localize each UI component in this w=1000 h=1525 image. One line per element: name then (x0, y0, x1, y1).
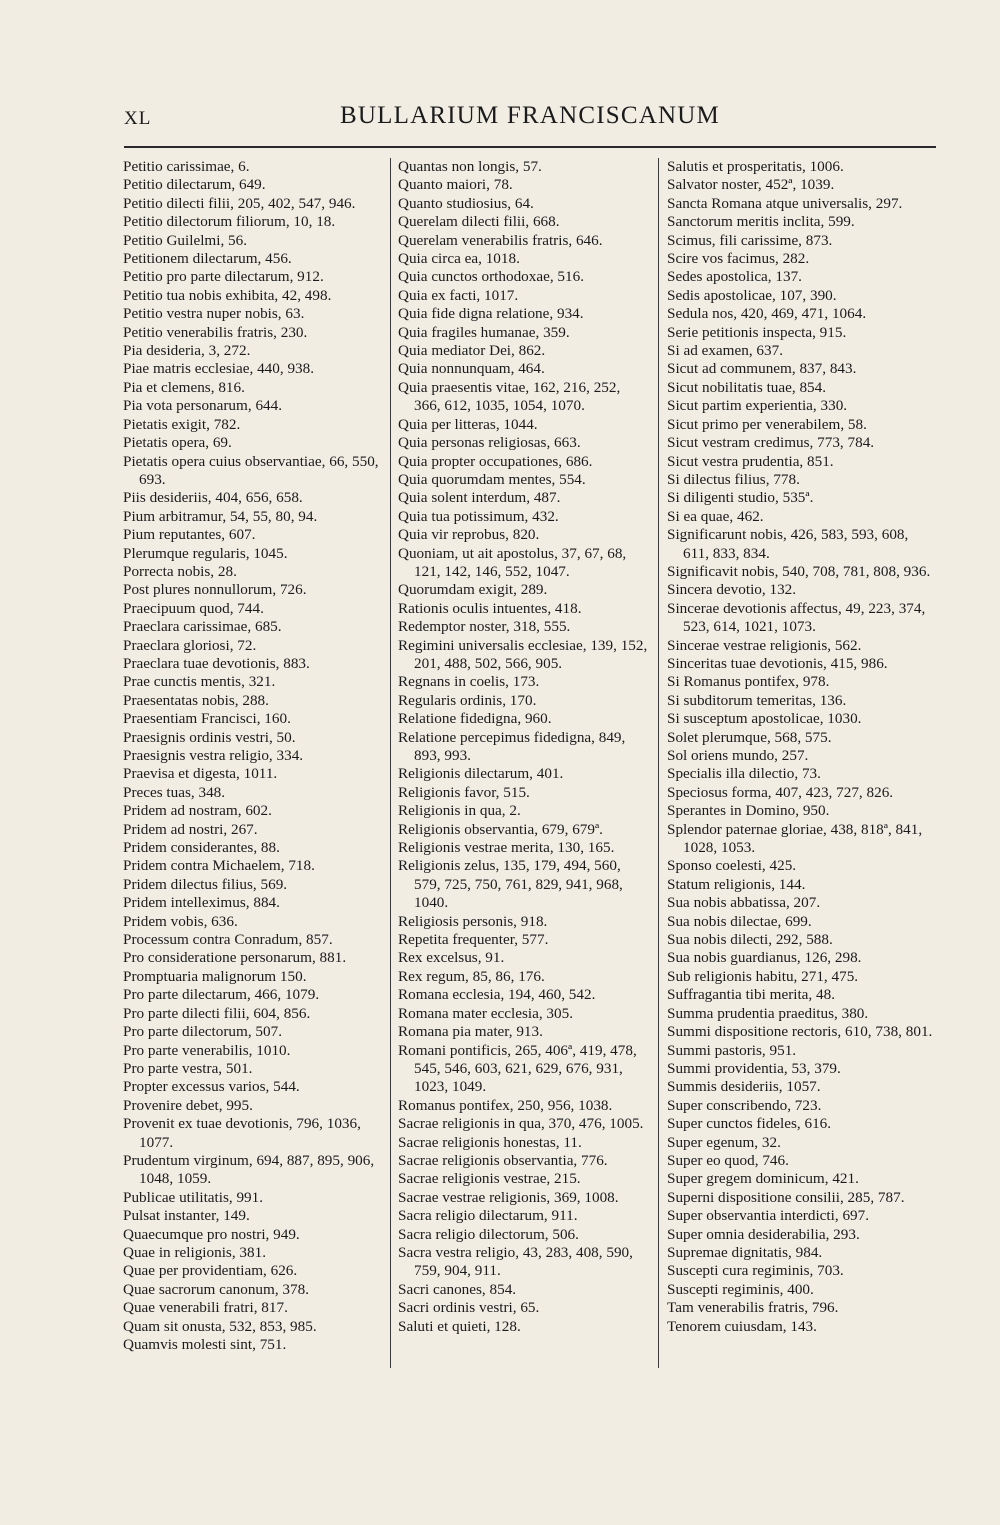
index-entry: Pulsat instanter, 149. (123, 1207, 250, 1225)
index-entry: Post plures nonnullorum, 726. (123, 581, 307, 599)
index-entry: Quia fide digna relatione, 934. (398, 305, 584, 323)
index-entry: Quia vir reprobus, 820. (398, 526, 540, 544)
index-entry: Romanus pontifex, 250, 956, 1038. (398, 1096, 613, 1114)
index-entry: Regularis ordinis, 170. (398, 691, 537, 709)
index-entry: Superni dispositione consilii, 285, 787. (667, 1188, 905, 1206)
index-entry: Pietatis exigit, 782. (123, 415, 241, 433)
index-entry: Petitio dilecti filii, 205, 402, 547, 946. (123, 194, 356, 212)
index-entry: Super gregem dominicum, 421. (667, 1170, 859, 1188)
index-entry: Redemptor noster, 318, 555. (398, 618, 571, 636)
index-entry: Rationis oculis intuentes, 418. (398, 599, 582, 617)
index-entry: Quia praesentis vitae, 162, 216, 252, 366, 612, 1035, 1054, 1070. (398, 378, 621, 415)
index-entry: Preces tuas, 348. (123, 783, 226, 801)
index-entry: Sacri ordinis vestri, 65. (398, 1299, 540, 1317)
index-entry: Sacra religio dilectorum, 506. (398, 1225, 579, 1243)
index-entry: Salvator noster, 452ª, 1039. (667, 176, 835, 194)
index-entry: Sacrae religionis in qua, 370, 476, 1005. (398, 1115, 644, 1133)
index-column-1 (123, 158, 385, 1354)
index-entry: Romana pia mater, 913. (398, 1023, 543, 1041)
index-entry: Sanctorum meritis inclita, 599. (667, 213, 855, 231)
index-entry: Pro parte venerabilis, 1010. (123, 1041, 291, 1059)
index-entry: Quae per providentiam, 626. (123, 1262, 298, 1280)
index-entry: Pium arbitramur, 54, 55, 80, 94. (123, 507, 318, 525)
index-entry: Summis desideriis, 1057. (667, 1078, 821, 1096)
index-entry: Petitio dilectarum, 649. (123, 176, 266, 194)
index-entry: Praesentatas nobis, 288. (123, 691, 269, 709)
index-entry: Pia desideria, 3, 272. (123, 342, 251, 360)
index-entry: Serie petitionis inspecta, 915. (667, 323, 847, 341)
index-entry: Provenit ex tuae devotionis, 796, 1036, 1077. (123, 1115, 361, 1151)
index-entry: Significarunt nobis, 426, 583, 593, 608, 611, 833, 834. (667, 526, 909, 562)
index-column-2 (398, 158, 650, 1336)
index-entry: Quae in religionis, 381. (123, 1243, 266, 1261)
index-entry: Quia mediator Dei, 862. (398, 342, 546, 360)
index-entry: Religionis dilectarum, 401. (398, 765, 564, 783)
index-entry: Piis desideriis, 404, 656, 658. (123, 489, 303, 507)
index-entry: Sua nobis guardianus, 126, 298. (667, 949, 862, 967)
index-entry: Regnans in coelis, 173. (398, 673, 540, 691)
index-entry: Sacra vestra religio, 43, 283, 408, 590, 759, 904, 911. (398, 1243, 633, 1280)
index-entry: Pro parte dilecti filii, 604, 856. (123, 1004, 311, 1022)
index-entry: Romani pontificis, 265, 406ª, 419, 478, 545, 546, 603, 621, 629, 676, 931, 1023, 1049. (398, 1041, 637, 1096)
index-entry: Religionis in qua, 2. (398, 802, 521, 820)
index-entry: Sacrae vestrae religionis, 369, 1008. (398, 1188, 619, 1206)
index-entry: Super cunctos fideles, 616. (667, 1115, 832, 1133)
index-entry: Quia solent interdum, 487. (398, 489, 561, 507)
index-entry: Sicut vestram credimus, 773, 784. (667, 434, 875, 452)
index-entry: Prudentum virginum, 694, 887, 895, 906, 1048, 1059. (123, 1151, 375, 1188)
index-entry: Pia vota personarum, 644. (123, 397, 283, 415)
index-entry: Religionis vestrae merita, 130, 165. (398, 839, 615, 857)
index-entry: Quia nonnunquam, 464. (398, 360, 545, 378)
index-entry: Pridem vobis, 636. (123, 912, 238, 930)
index-entry: Petitio venerabilis fratris, 230. (123, 323, 308, 341)
index-entry: Sua nobis abbatissa, 207. (667, 894, 821, 912)
index-entry: Quanto studiosius, 64. (398, 194, 534, 212)
index-entry: Summi dispositione rectoris, 610, 738, 801. (667, 1023, 933, 1041)
index-entry: Prae cunctis mentis, 321. (123, 673, 276, 691)
index-entry: Pietatis opera cuius observantiae, 66, 550, 693. (123, 452, 379, 488)
index-entry: Relatione fidedigna, 960. (398, 710, 552, 728)
index-entry: Si Romanus pontifex, 978. (667, 673, 830, 691)
index-entry: Scire vos facimus, 282. (667, 250, 810, 268)
index-entry: Suffragantia tibi merita, 48. (667, 986, 836, 1004)
index-entry: Religionis favor, 515. (398, 783, 530, 801)
index-entry: Sponso coelesti, 425. (667, 857, 797, 875)
index-entry: Quia cunctos orthodoxae, 516. (398, 268, 585, 286)
index-entry: Sacrae religionis observantia, 776. (398, 1151, 608, 1169)
index-entry: Quaecumque pro nostri, 949. (123, 1225, 300, 1243)
page-number: XL (124, 108, 152, 129)
index-entry: Sancta Romana atque universalis, 297. (667, 194, 903, 212)
index-entry: Quorumdam exigit, 289. (398, 581, 548, 599)
index-entry: Quamvis molesti sint, 751. (123, 1336, 287, 1353)
index-entry: Sedes apostolica, 137. (667, 268, 802, 286)
index-entry: Sincerae devotionis affectus, 49, 223, 374, 523, 614, 1021, 1073. (667, 599, 926, 636)
index-entry: Promptuaria malignorum 150. (123, 967, 307, 985)
index-entry: Praecipuum quod, 744. (123, 599, 264, 617)
index-entry: Praesignis vestra religio, 334. (123, 747, 304, 764)
index-entry: Petitionem dilectarum, 456. (123, 250, 292, 268)
index-entry: Sacra religio dilectarum, 911. (398, 1207, 578, 1225)
index-entry: Summi providentia, 53, 379. (667, 1059, 841, 1077)
index-entry: Religiosis personis, 918. (398, 912, 548, 930)
index-entry: Quia tua potissimum, 432. (398, 507, 559, 525)
index-entry: Praeclara tuae devotionis, 883. (123, 654, 310, 672)
index-entry: Super eo quod, 746. (667, 1151, 789, 1169)
index-entry: Relatione percepimus fidedigna, 849, 893, 993. (398, 728, 626, 764)
index-entry: Sincerae vestrae religionis, 562. (667, 636, 862, 654)
index-entry: Suscepti cura regiminis, 703. (667, 1262, 844, 1280)
index-entry: Sol oriens mundo, 257. (667, 747, 809, 764)
index-entry: Sperantes in Domino, 950. (667, 802, 830, 820)
index-entry: Provenire debet, 995. (123, 1096, 253, 1114)
index-entry: Statum religionis, 144. (667, 875, 806, 893)
index-entry: Super omnia desiderabilia, 293. (667, 1225, 860, 1243)
index-entry: Praeclara carissimae, 685. (123, 618, 282, 636)
index-entry: Pridem considerantes, 88. (123, 839, 280, 857)
column-divider (658, 158, 659, 1368)
index-entry: Pro parte vestra, 501. (123, 1059, 253, 1077)
index-entry: Pro consideratione personarum, 881. (123, 949, 347, 967)
index-entry: Sicut vestra prudentia, 851. (667, 452, 834, 470)
index-entry: Pridem ad nostri, 267. (123, 820, 258, 838)
index-entry: Quia circa ea, 1018. (398, 250, 520, 268)
index-entry: Summi pastoris, 951. (667, 1041, 797, 1059)
index-entry: Scimus, fili carissime, 873. (667, 231, 833, 249)
index-entry: Sua nobis dilectae, 699. (667, 912, 812, 930)
column-divider (390, 158, 391, 1368)
index-entry: Speciosus forma, 407, 423, 727, 826. (667, 783, 894, 801)
index-entry: Super egenum, 32. (667, 1133, 781, 1151)
index-entry: Quia quorumdam mentes, 554. (398, 470, 586, 488)
index-entry: Praesentiam Francisci, 160. (123, 710, 291, 728)
index-entry: Romana ecclesia, 194, 460, 542. (398, 986, 596, 1004)
index-entry: Quia fragiles humanae, 359. (398, 323, 570, 341)
index-entry: Sedis apostolicae, 107, 390. (667, 286, 837, 304)
index-entry: Romana mater ecclesia, 305. (398, 1004, 574, 1022)
index-entry: Quia per litteras, 1044. (398, 415, 538, 433)
index-entry: Saluti et quieti, 128. (398, 1317, 521, 1335)
index-entry: Pro parte dilectarum, 466, 1079. (123, 986, 320, 1004)
index-entry: Sacrae religionis vestrae, 215. (398, 1170, 581, 1188)
index-entry: Publicae utilitatis, 991. (123, 1188, 264, 1206)
index-entry: Pridem intelleximus, 884. (123, 894, 280, 912)
running-title: BULLARIUM FRANCISCANUM (340, 102, 720, 129)
index-entry: Pium reputantes, 607. (123, 526, 256, 544)
index-entry: Tenorem cuiusdam, 143. (667, 1317, 817, 1335)
index-entry: Super observantia interdicti, 697. (667, 1207, 870, 1225)
index-entry: Sinceritas tuae devotionis, 415, 986. (667, 654, 888, 672)
index-entry: Quae sacrorum canonum, 378. (123, 1280, 309, 1298)
index-entry: Si ea quae, 462. (667, 507, 764, 525)
index-entry: Quanto maiori, 78. (398, 176, 513, 194)
index-entry: Sicut partim experientia, 330. (667, 397, 848, 415)
index-entry: Petitio pro parte dilectarum, 912. (123, 268, 324, 286)
index-entry: Tam venerabilis fratris, 796. (667, 1299, 839, 1317)
index-entry: Quam sit onusta, 532, 853, 985. (123, 1317, 317, 1335)
page-header (124, 102, 936, 138)
index-entry: Pridem dilectus filius, 569. (123, 875, 288, 893)
header-rule (124, 146, 936, 148)
index-entry: Si dilectus filius, 778. (667, 470, 800, 488)
index-entry: Significavit nobis, 540, 708, 781, 808, 936. (667, 562, 931, 580)
index-entry: Regimini universalis ecclesiae, 139, 152, 201, 488, 502, 566, 905. (398, 636, 648, 672)
index-entry: Quia ex facti, 1017. (398, 286, 519, 304)
index-entry: Rex regum, 85, 86, 176. (398, 967, 545, 985)
index-entry: Querelam venerabilis fratris, 646. (398, 231, 603, 249)
index-entry: Pridem ad nostram, 602. (123, 802, 272, 820)
index-entry: Sub religionis habitu, 271, 475. (667, 967, 859, 985)
index-entry: Petitio Guilelmi, 56. (123, 231, 248, 249)
index-entry: Processum contra Conradum, 857. (123, 931, 333, 949)
index-entry: Splendor paternae gloriae, 438, 818ª, 841, 1028, 1053. (667, 820, 923, 857)
index-entry: Sicut primo per venerabilem, 58. (667, 415, 867, 433)
index-entry: Sacri canones, 854. (398, 1280, 517, 1298)
index-entry: Sedula nos, 420, 469, 471, 1064. (667, 305, 867, 323)
index-entry: Quoniam, ut ait apostolus, 37, 67, 68, 121, 142, 146, 552, 1047. (398, 544, 627, 580)
index-entry: Petitio dilectorum filiorum, 10, 18. (123, 213, 336, 231)
index-entry: Si susceptum apostolicae, 1030. (667, 710, 862, 728)
index-entry: Quae venerabili fratri, 817. (123, 1299, 288, 1317)
index-entry: Plerumque regularis, 1045. (123, 544, 288, 562)
index-entry: Petitio vestra nuper nobis, 63. (123, 305, 305, 323)
index-column-3 (667, 158, 935, 1336)
index-entry: Pro parte dilectorum, 507. (123, 1023, 283, 1041)
index-entry: Propter excessus varios, 544. (123, 1078, 300, 1096)
index-entry: Religionis zelus, 135, 179, 494, 560, 579, 725, 750, 761, 829, 941, 968, 1040. (398, 857, 623, 912)
index-entry: Pridem contra Michaelem, 718. (123, 857, 315, 875)
index-entry: Specialis illa dilectio, 73. (667, 765, 821, 783)
index-entry: Piae matris ecclesiae, 440, 938. (123, 360, 315, 378)
index-entry: Quia personas religiosas, 663. (398, 434, 581, 452)
index-entry: Suscepti regiminis, 400. (667, 1280, 814, 1298)
index-entry: Querelam dilecti filii, 668. (398, 213, 560, 231)
index-entry: Repetita frequenter, 577. (398, 931, 549, 949)
index-entry: Rex excelsus, 91. (398, 949, 505, 967)
index-entry: Salutis et prosperitatis, 1006. (667, 158, 844, 175)
index-entry: Supremae dignitatis, 984. (667, 1243, 823, 1261)
index-entry: Religionis observantia, 679, 679ª. (398, 820, 603, 838)
index-entry: Solet plerumque, 568, 575. (667, 728, 832, 746)
index-entry: Sacrae religionis honestas, 11. (398, 1133, 582, 1151)
index-entry: Si ad examen, 637. (667, 342, 783, 360)
index-entry: Sua nobis dilecti, 292, 588. (667, 931, 833, 949)
index-entry: Porrecta nobis, 28. (123, 562, 237, 580)
index-entry: Pia et clemens, 816. (123, 378, 245, 396)
index-entry: Petitio carissimae, 6. (123, 158, 250, 175)
index-entry: Praesignis ordinis vestri, 50. (123, 728, 296, 746)
index-entry: Quantas non longis, 57. (398, 158, 542, 175)
index-entry: Sincera devotio, 132. (667, 581, 797, 599)
index-entry: Praevisa et digesta, 1011. (123, 765, 278, 783)
index-entry: Summa prudentia praeditus, 380. (667, 1004, 869, 1022)
index-entry: Si subditorum temeritas, 136. (667, 691, 847, 709)
index-entry: Praeclara gloriosi, 72. (123, 636, 257, 654)
index-entry: Sicut ad communem, 837, 843. (667, 360, 857, 378)
index-entry: Si diligenti studio, 535ª. (667, 489, 814, 507)
index-entry: Super conscribendo, 723. (667, 1096, 822, 1114)
index-entry: Petitio tua nobis exhibita, 42, 498. (123, 286, 332, 304)
index-entry: Quia propter occupationes, 686. (398, 452, 593, 470)
index-entry: Sicut nobilitatis tuae, 854. (667, 378, 827, 396)
index-entry: Pietatis opera, 69. (123, 434, 232, 452)
